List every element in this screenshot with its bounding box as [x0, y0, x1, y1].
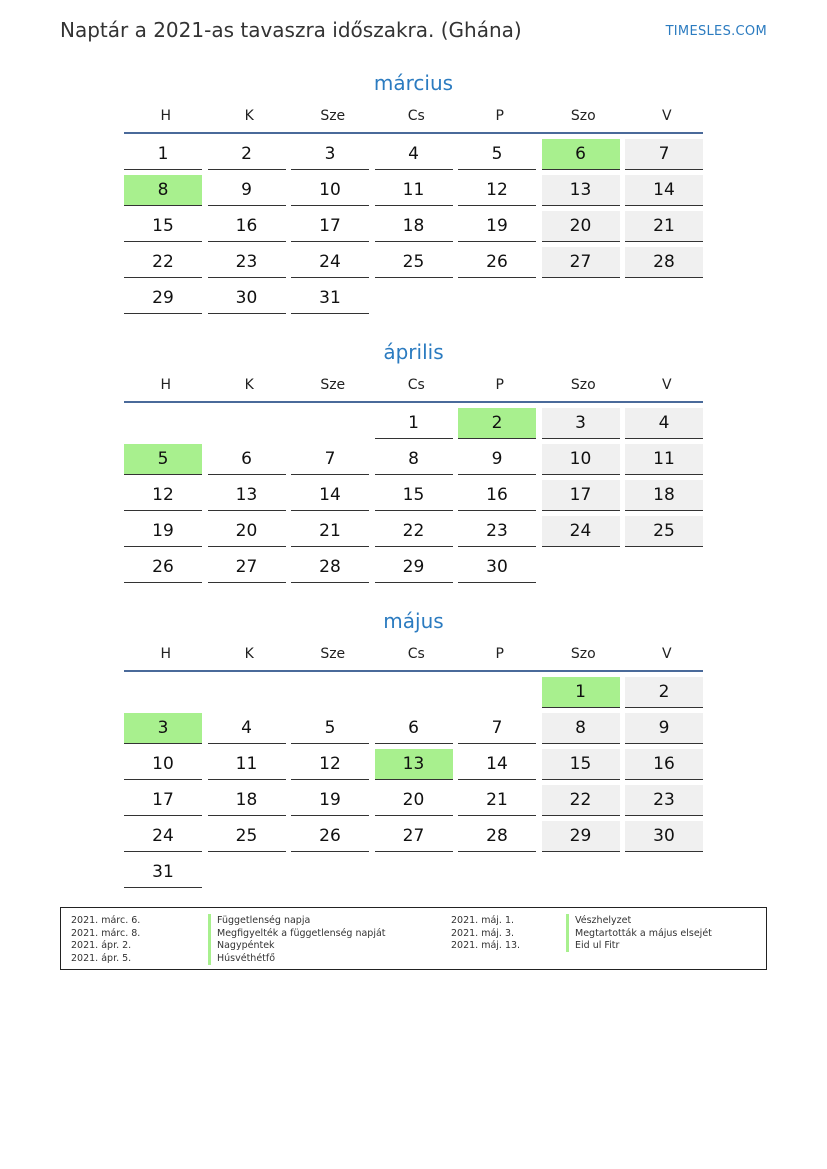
weekday-header [124, 375, 703, 403]
day-cell[interactable]: 30 [208, 283, 286, 314]
day-cell[interactable]: 6 [375, 713, 453, 744]
empty-cell [458, 857, 536, 888]
empty-cell [375, 677, 453, 708]
legend-holiday-name: Függetlenség napja [208, 914, 310, 927]
day-cell[interactable]: 15 [542, 749, 620, 780]
weekday-label: K [244, 377, 254, 393]
day-cell[interactable]: 6 [208, 444, 286, 475]
week-row [124, 516, 703, 552]
day-cell[interactable]: 20 [208, 516, 286, 547]
week-row [124, 677, 703, 713]
weekday-label: V [661, 108, 672, 124]
empty-cell [124, 677, 202, 708]
empty-cell [375, 857, 453, 888]
day-cell[interactable]: 29 [375, 552, 453, 583]
day-cell[interactable]: 4 [375, 139, 453, 170]
week-row [124, 408, 703, 444]
day-cell[interactable]: 5 [291, 713, 369, 744]
legend-date: 2021. ápr. 2. [71, 940, 132, 952]
day-cell[interactable]: 18 [625, 480, 703, 511]
day-cell[interactable]: 2 [208, 139, 286, 170]
day-cell[interactable]: 23 [625, 785, 703, 816]
day-cell[interactable]: 10 [542, 444, 620, 475]
day-cell[interactable]: 18 [375, 211, 453, 242]
day-cell[interactable]: 22 [375, 516, 453, 547]
day-cell[interactable]: 20 [375, 785, 453, 816]
week-row [124, 552, 703, 588]
day-cell[interactable]: 22 [542, 785, 620, 816]
weekday-label: Cs [407, 108, 425, 124]
empty-cell [542, 552, 620, 583]
week-row [124, 785, 703, 821]
weekday-label: V [661, 377, 672, 393]
day-cell[interactable]: 11 [375, 175, 453, 206]
empty-cell [124, 408, 202, 439]
day-cell[interactable]: 28 [458, 821, 536, 852]
weekday-label: K [244, 108, 254, 124]
day-cell[interactable]: 14 [291, 480, 369, 511]
day-cell[interactable]: 22 [124, 247, 202, 278]
day-cell[interactable]: 12 [458, 175, 536, 206]
week-row [124, 283, 703, 319]
weeks-grid [124, 139, 703, 319]
day-cell[interactable]: 26 [124, 552, 202, 583]
week-row [124, 247, 703, 283]
legend-date: 2021. máj. 13. [451, 940, 521, 952]
weekday-label: P [495, 646, 504, 662]
day-cell[interactable]: 25 [208, 821, 286, 852]
day-cell[interactable]: 9 [625, 713, 703, 744]
day-cell[interactable]: 28 [291, 552, 369, 583]
day-cell[interactable]: 18 [208, 785, 286, 816]
month-name: április [383, 340, 444, 364]
day-cell[interactable]: 14 [458, 749, 536, 780]
day-cell[interactable]: 2 [625, 677, 703, 708]
day-cell[interactable]: 10 [291, 175, 369, 206]
week-row [124, 749, 703, 785]
day-cell[interactable]: 3 [291, 139, 369, 170]
weekday-header [124, 644, 703, 672]
day-cell[interactable]: 19 [291, 785, 369, 816]
day-cell[interactable]: 11 [625, 444, 703, 475]
empty-cell [208, 408, 286, 439]
day-cell[interactable]: 27 [542, 247, 620, 278]
day-cell[interactable]: 1 [375, 408, 453, 439]
empty-cell [208, 857, 286, 888]
weekday-label: Szo [570, 108, 596, 124]
day-cell[interactable]: 8 [375, 444, 453, 475]
weekday-header [124, 106, 703, 134]
day-cell[interactable]: 21 [625, 211, 703, 242]
day-cell[interactable]: 13 [208, 480, 286, 511]
weekday-label: Cs [407, 377, 425, 393]
legend-date: 2021. máj. 3. [451, 927, 515, 939]
day-cell[interactable]: 21 [291, 516, 369, 547]
week-row [124, 713, 703, 749]
day-cell[interactable]: 7 [291, 444, 369, 475]
weekday-label: H [160, 646, 172, 662]
day-cell[interactable]: 24 [291, 247, 369, 278]
week-row [124, 857, 703, 893]
day-cell[interactable]: 25 [625, 516, 703, 547]
weekday-label: H [160, 108, 172, 124]
weekday-label: K [244, 646, 254, 662]
day-cell[interactable]: 30 [458, 552, 536, 583]
day-cell[interactable]: 15 [375, 480, 453, 511]
day-cell[interactable]: 11 [208, 749, 286, 780]
day-cell[interactable]: 5 [458, 139, 536, 170]
legend-date: 2021. márc. 6. [71, 915, 141, 926]
day-cell[interactable]: 16 [458, 480, 536, 511]
legend-holiday-name: Eid ul Fitr [566, 939, 619, 952]
day-cell[interactable]: 7 [458, 713, 536, 744]
legend-date: 2021. márc. 8. [71, 927, 141, 939]
day-cell[interactable]: 9 [208, 175, 286, 206]
day-cell[interactable]: 4 [625, 408, 703, 439]
empty-cell [291, 677, 369, 708]
empty-cell [291, 408, 369, 439]
legend-holiday-name: Vészhelyzet [566, 914, 631, 927]
weekday-label: Sze [320, 646, 346, 662]
week-row [124, 139, 703, 175]
day-cell[interactable]: 9 [458, 444, 536, 475]
day-cell[interactable]: 25 [375, 247, 453, 278]
weekday-label: Szo [570, 646, 596, 662]
day-cell[interactable]: 5 [124, 444, 202, 475]
day-cell[interactable]: 1 [542, 677, 620, 708]
day-cell[interactable]: 28 [625, 247, 703, 278]
day-cell[interactable]: 26 [291, 821, 369, 852]
month-april [124, 337, 703, 588]
week-row [124, 444, 703, 480]
day-cell[interactable]: 15 [124, 211, 202, 242]
empty-cell [458, 283, 536, 314]
day-cell[interactable]: 7 [625, 139, 703, 170]
holiday-legend [60, 907, 767, 970]
month-may [124, 606, 703, 893]
day-cell[interactable]: 23 [458, 516, 536, 547]
day-cell[interactable]: 29 [124, 283, 202, 314]
day-cell[interactable]: 1 [124, 139, 202, 170]
weekday-label: Szo [570, 377, 596, 393]
day-cell[interactable]: 17 [291, 211, 369, 242]
day-cell[interactable]: 24 [542, 516, 620, 547]
day-cell[interactable]: 21 [458, 785, 536, 816]
weekday-label: V [661, 646, 672, 662]
day-cell[interactable]: 17 [542, 480, 620, 511]
day-cell[interactable]: 14 [625, 175, 703, 206]
day-cell[interactable]: 20 [542, 211, 620, 242]
day-cell[interactable]: 27 [375, 821, 453, 852]
page-title: Naptár a 2021-as tavaszra időszakra. (Ghána) [60, 18, 522, 42]
weeks-grid [124, 677, 703, 893]
empty-cell [458, 677, 536, 708]
empty-cell [542, 283, 620, 314]
empty-cell [208, 677, 286, 708]
empty-cell [625, 283, 703, 314]
legend-date: 2021. ápr. 5. [71, 953, 132, 965]
week-row [124, 175, 703, 211]
day-cell[interactable]: 31 [124, 857, 202, 888]
day-cell[interactable]: 4 [208, 713, 286, 744]
day-cell[interactable]: 6 [542, 139, 620, 170]
legend-date: 2021. máj. 1. [451, 915, 515, 926]
day-cell[interactable]: 23 [208, 247, 286, 278]
day-cell[interactable]: 2 [458, 408, 536, 439]
legend-holiday-name: Megtartották a május elsejét [566, 927, 712, 940]
brand-logo-text[interactable]: TIMESLES.COM [665, 24, 767, 39]
day-cell[interactable]: 10 [124, 749, 202, 780]
day-cell[interactable]: 19 [124, 516, 202, 547]
month-name: március [373, 71, 454, 95]
day-cell[interactable]: 19 [458, 211, 536, 242]
day-cell[interactable]: 16 [208, 211, 286, 242]
weekday-label: P [495, 108, 504, 124]
day-cell[interactable]: 3 [124, 713, 202, 744]
day-cell[interactable]: 8 [542, 713, 620, 744]
empty-cell [291, 857, 369, 888]
day-cell[interactable]: 17 [124, 785, 202, 816]
day-cell[interactable]: 26 [458, 247, 536, 278]
legend-holiday-name: Nagypéntek [208, 939, 275, 952]
weekday-label: Cs [407, 646, 425, 662]
empty-cell [375, 283, 453, 314]
day-cell[interactable]: 12 [291, 749, 369, 780]
weeks-grid [124, 408, 703, 588]
day-cell[interactable]: 29 [542, 821, 620, 852]
day-cell[interactable]: 8 [124, 175, 202, 206]
month-name: május [383, 609, 444, 633]
day-cell[interactable]: 12 [124, 480, 202, 511]
legend-holiday-name: Megfigyelték a függetlenség napját [208, 927, 386, 940]
day-cell[interactable]: 24 [124, 821, 202, 852]
day-cell[interactable]: 16 [625, 749, 703, 780]
day-cell[interactable]: 13 [542, 175, 620, 206]
week-row [124, 821, 703, 857]
day-cell[interactable]: 30 [625, 821, 703, 852]
month-march [124, 68, 703, 319]
day-cell[interactable]: 31 [291, 283, 369, 314]
empty-cell [542, 857, 620, 888]
day-cell[interactable]: 27 [208, 552, 286, 583]
week-row [124, 211, 703, 247]
weekday-label: P [495, 377, 504, 393]
day-cell[interactable]: 3 [542, 408, 620, 439]
weekday-label: Sze [320, 108, 346, 124]
week-row [124, 480, 703, 516]
empty-cell [625, 857, 703, 888]
weekday-label: Sze [320, 377, 346, 393]
legend-holiday-name: Húsvéthétfő [208, 952, 275, 965]
empty-cell [625, 552, 703, 583]
weekday-label: H [160, 377, 172, 393]
day-cell[interactable]: 13 [375, 749, 453, 780]
